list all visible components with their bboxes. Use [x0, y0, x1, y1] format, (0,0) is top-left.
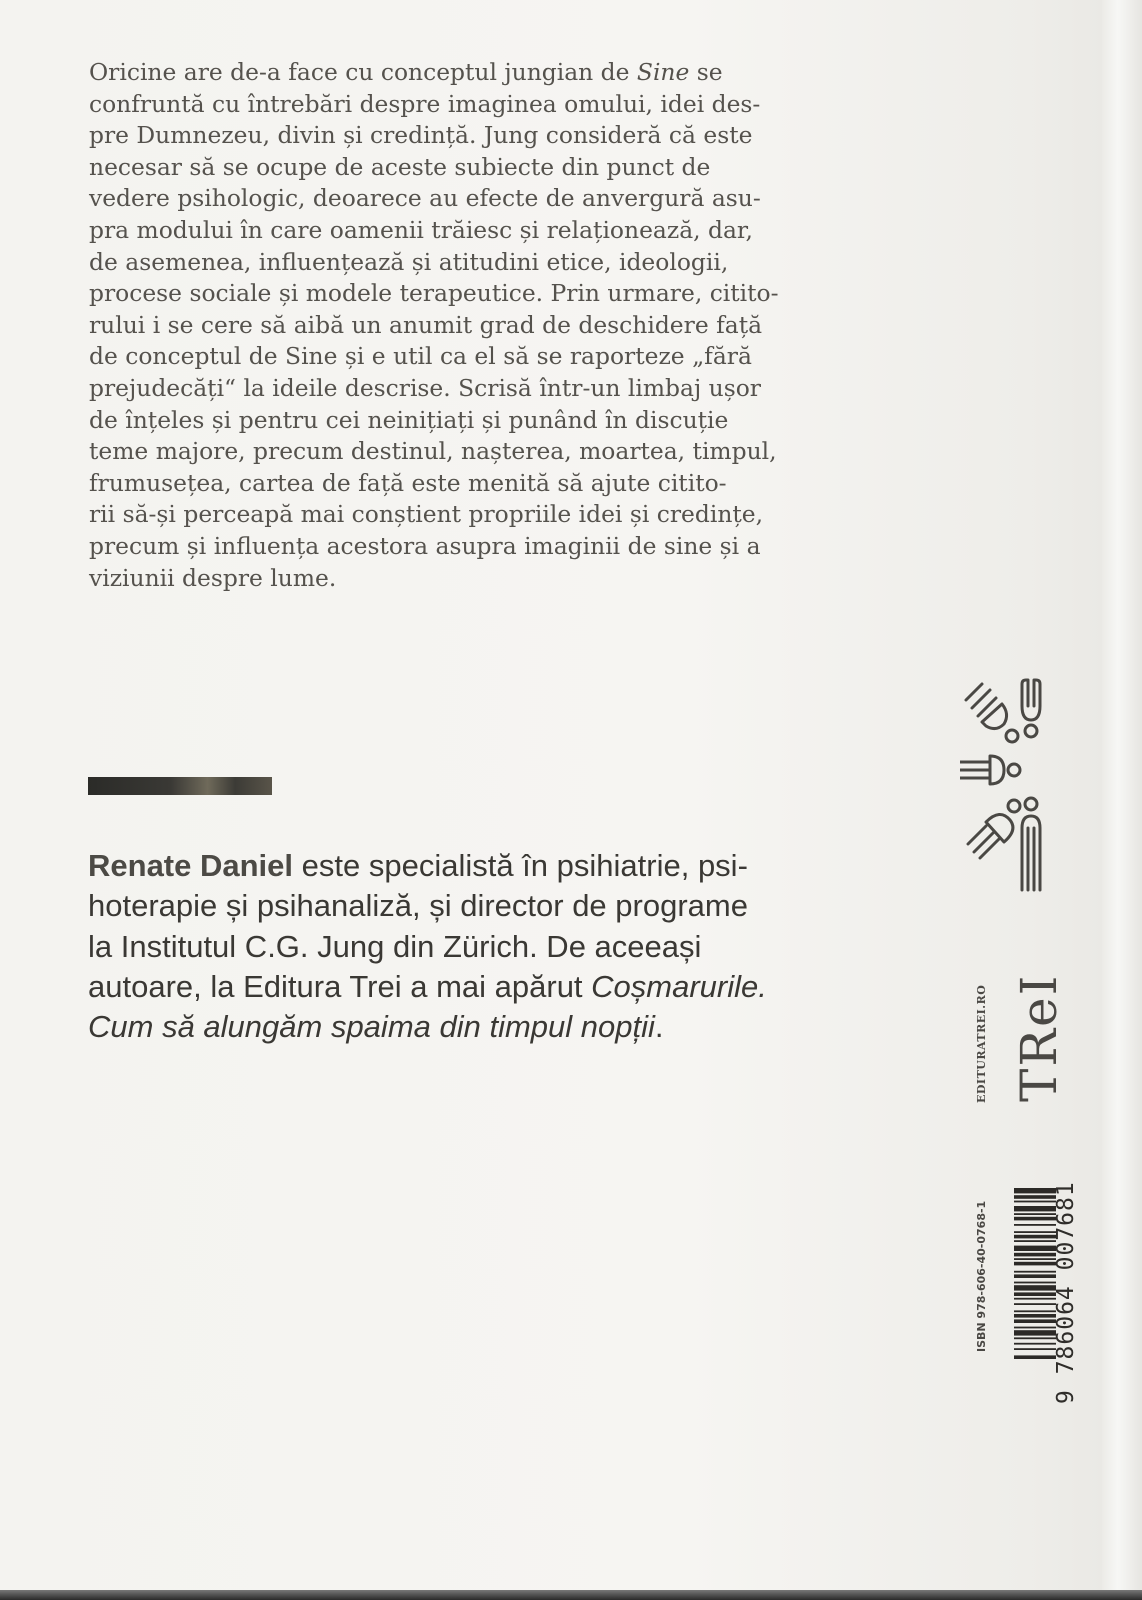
isbn-label: ISBN 978-606-40-0768-1 — [975, 1200, 988, 1352]
barcode-bar — [1014, 1319, 1056, 1323]
barcode-bar — [1014, 1274, 1056, 1278]
blurb-line: viziunii despre lume. — [89, 563, 337, 592]
publisher-website: EDITURATREI.RO — [975, 984, 988, 1103]
bio-line5-suffix: . — [654, 1009, 664, 1045]
blurb-line: rului i se cere să aibă un anumit grad de deschidere față — [89, 310, 763, 339]
barcode-bar — [1014, 1327, 1056, 1329]
barcode-digits: 9 786064 007681 — [1053, 1181, 1079, 1404]
barcode-bar — [1014, 1292, 1056, 1296]
blurb-line: pre Dumnezeu, divin și credință. Jung consideră că este — [89, 121, 753, 150]
barcode-bar — [1014, 1285, 1056, 1290]
barcode-bar — [1014, 1235, 1056, 1239]
barcode-bar — [1014, 1355, 1056, 1359]
bio-line1-text: este specialistă în psihiatrie, psi- — [293, 848, 748, 883]
blurb-line: Oricine are de-a face cu conceptul jungian de Sine se — [89, 58, 723, 86]
blurb-line: procese sociale și modele terapeutice. Prin urmare, citito- — [89, 279, 779, 308]
barcode-bar — [1014, 1258, 1056, 1260]
blurb-line: teme majore, precum destinul, nașterea, moartea, timpul, — [89, 437, 777, 466]
bio-line: la Institutul C.G. Jung din Zürich. De aceeași — [88, 928, 702, 964]
author-name: Renate Daniel — [88, 848, 294, 883]
book-title-part1: Coșmarurile. — [591, 968, 767, 1004]
barcode-bar — [1014, 1217, 1056, 1221]
publisher-brand-logo: TReI — [1010, 973, 1068, 1102]
barcode-bar — [1014, 1337, 1056, 1339]
barcode-bar — [1014, 1303, 1056, 1305]
barcode-bar — [1014, 1201, 1056, 1203]
barcode-bar — [1014, 1206, 1056, 1211]
blurb-paragraph — [89, 57, 889, 594]
barcode-bar — [1014, 1246, 1056, 1251]
blurb-line: de înțeles și pentru cei neinițiați și punând în discuție — [89, 405, 729, 434]
blurb-line: vedere psihologic, deoarece au efecte de anvergură asu- — [89, 184, 761, 213]
cover-bottom-edge — [0, 1590, 1142, 1600]
barcode-bar — [1014, 1343, 1056, 1345]
barcode-graphic — [1014, 1188, 1056, 1400]
blurb-line: pra modului în care oamenii trăiesc și relaționează, dar, — [89, 215, 753, 244]
barcode-bar — [1014, 1330, 1056, 1335]
blurb-sine-italic: Sine — [636, 58, 690, 86]
bio-line — [88, 967, 908, 1007]
barcode-bar — [1014, 1314, 1056, 1318]
barcode-bar — [1014, 1271, 1056, 1273]
book-title-part2: Cum să alungăm spaima din timpul nopții — [88, 1009, 655, 1045]
author-bio — [88, 846, 908, 1047]
bio-line: hoterapie și psihanaliză, și director de programe — [88, 888, 748, 924]
barcode-bar — [1014, 1262, 1056, 1266]
blurb-line: rii să-și perceapă mai conștient propriile idei și credințe, — [89, 500, 764, 529]
barcode-bar — [1014, 1240, 1056, 1242]
blurb-line: de conceptul de Sine și e util ca el să se raporteze „fără — [89, 342, 752, 371]
barcode-bar — [1014, 1348, 1056, 1350]
barcode-bar — [1014, 1231, 1056, 1233]
barcode-bar — [1014, 1224, 1056, 1226]
bio-line — [88, 846, 908, 886]
bio-line4-text: autoare, la Editura Trei a mai apărut — [88, 968, 592, 1004]
blurb-line: prejudecăți“ la ideile descrise. Scrisă într-un limbaj ușor — [89, 373, 761, 402]
barcode-bar — [1014, 1310, 1056, 1312]
barcode-bar — [1014, 1188, 1056, 1193]
barcode-bar — [1014, 1195, 1056, 1199]
blurb-line: necesar să se ocupe de aceste subiecte din punct de — [89, 152, 711, 181]
blurb-line: de asemenea, influențează și atitudini etice, ideologii, — [89, 247, 729, 276]
barcode-bar — [1014, 1253, 1056, 1257]
barcode-bar — [1014, 1298, 1056, 1300]
barcode-bar — [1014, 1282, 1056, 1284]
bio-line — [88, 1007, 908, 1047]
decorative-divider-bar — [88, 777, 272, 795]
blurb-line: frumusețea, cartea de față este menită să ajute citito- — [89, 468, 727, 497]
blurb-line: confruntă cu întrebări despre imaginea omului, idei des- — [89, 89, 761, 118]
barcode-bar — [1014, 1213, 1056, 1215]
trei-figures-logo-icon — [960, 676, 1090, 896]
blurb-line: precum și influența acestora asupra imaginii de sine și a — [89, 531, 761, 560]
cover-spine-edge — [1102, 0, 1142, 1600]
